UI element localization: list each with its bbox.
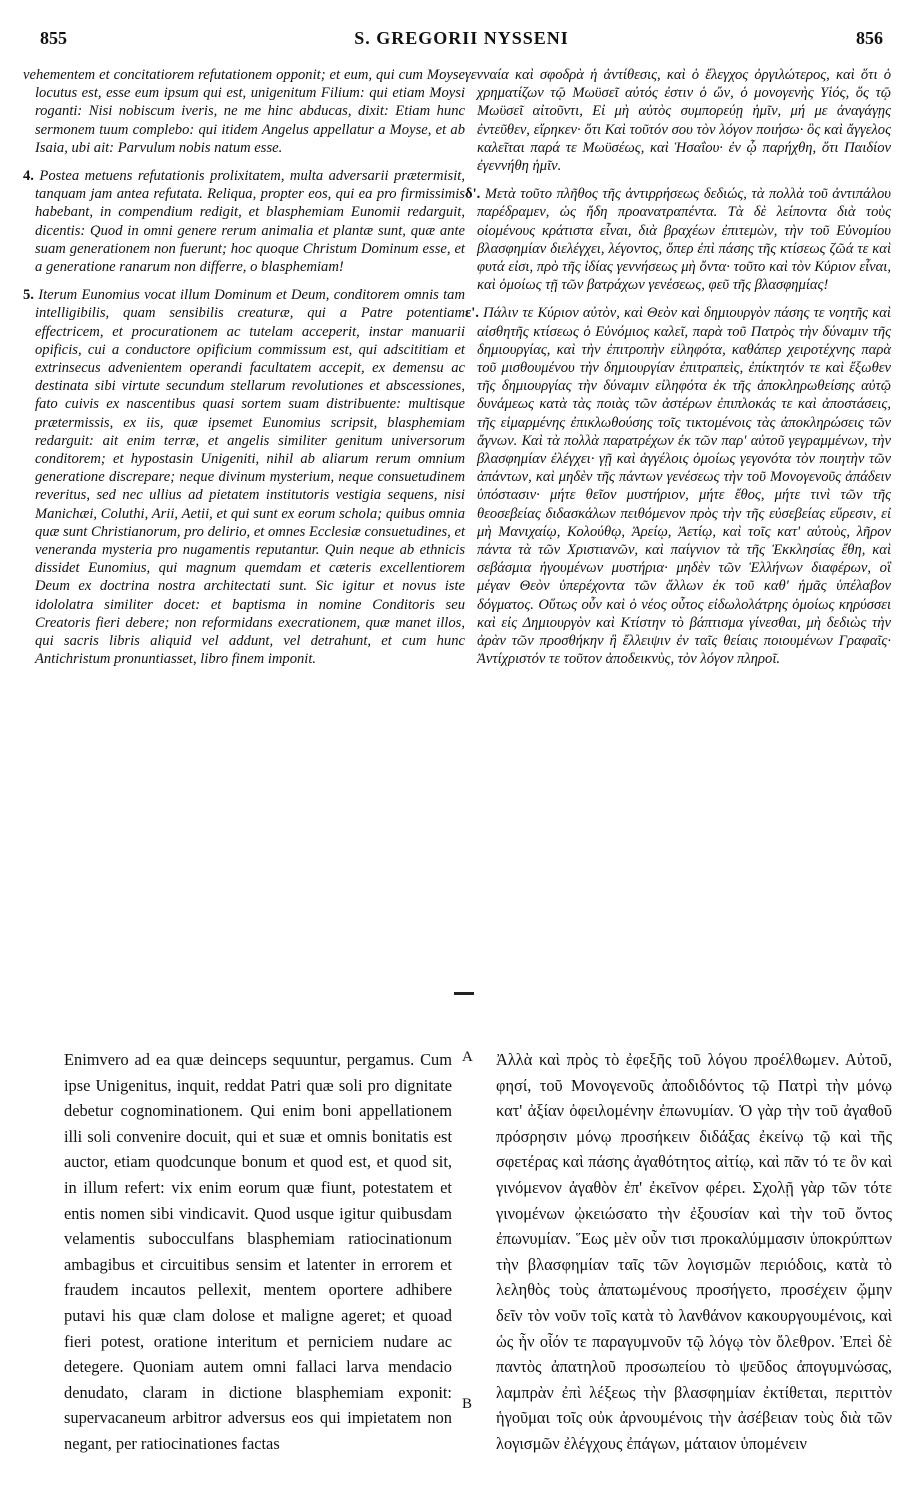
paragraph-number: 4. <box>23 168 34 185</box>
paragraph-text: Iterum Eunomius vocat illum Dominum et Deum, conditorem omnis tam intelligibilis, quam sensibilis creaturæ, qui a Patre potentiam effectricem, et procurationem ac tutelam acceperit, instar manuarii opificis, cui a conductore opificium commissum est, qui adscititiam et extrinsecus advenientem operandi facultatem accepit, ex demensu ac destinata sibi virtute secundum stellarum revolutiones et abscessiones, fato cuivis ex nascentibus quasi sortem suam distribuente: multisque prætermissis, ex iis, quæ ipsemet Eunomius scripsit, blasphemiam redarguit: ait enim terræ, et angelis similiter genitum universorum conditorem; et hypostasin Unigeniti, nihil ab aliarum rerum omnium generatione discrepare; neque divinum mysterium, neque consuetudinem reveritus, sed nec ullius ad pietatem institutoris vestigia sequens, nisi Manichæi, Coluthi, Arii, Aetii, et qui sunt ex eorum schola; quibus omnia quæ sunt Christianorum, pro delirio, et omnes Ecclesiæ consuetudines, et veneranda mysteria pro nugamentis reputantur. Quin neque ab ethnicis dissidet Eunomius, qui magnum quemdam et cæteris excellentiorem Deum ex doctrina nostra architectati sunt. Sic igitur et novus iste idololatra similiter docet: et baptisma in nomine Conditoris seu Creatoris fieri debere; non reformidans execrationem, quæ manet illos, qui sacris libris aliquid vel addunt, vel detrahunt, et cum hunc Antichristum pronuntiasset, libro finem imponit. <box>35 287 465 668</box>
summary-latin-paragraph <box>23 66 465 157</box>
paragraph-number: δ'. <box>465 186 481 203</box>
body-latin-text: Enimvero ad ea quæ deinceps sequuntur, pergamus. Cum ipse Unigenitus, inquit, reddat Patri quæ soli pro dignitate debetur cognominationem. Qui enim boni appellationem illi soli convenire docuit, qui et suæ et omnis bonitatis est auctor, etiam quodcunque bonum et quod est, et quod sit, in illum refert: vix enim eorum quæ fiunt, potestatem et entis nomen sibi vindicavit. Quod usque igitur quibusdam velamentis subocculfans blasphemiam ratiocinationum ambagibus et circuitibus sensim et latenter in errorem et fraudem incautos pellexit, mentem oportere adhibere putavi his quæ clam dolose et maligne ageret; et quoad fieri potest, oratione interitum et perniciem nudare ac detegere. Quoniam autem omni fallaci larva mendacio denudato, claram in dictione blasphemiam exponit: supervacaneum arbitror adversus eos qui impietatem non negant, per ratiocinationes factas <box>64 1050 452 1453</box>
body-latin-column <box>64 1047 452 1457</box>
page-header <box>40 28 883 54</box>
paragraph-text: vehementem et concitatiorem refutationem opponit; et eum, qui cum Moyse locutus est, esse eum ipsum qui est, unigenitum Filium: qui etiam Moysi roganti: Nisi nobiscum iveris, ne me hinc abducas, dixit: Etiam hunc sermonem tuum complebo: qui itidem Angelus appellatur a Moyse, et ab Isaia, ubi ait: Parvulum nobis natum esse. <box>23 67 465 156</box>
section-divider <box>454 992 474 995</box>
summary-greek-paragraph <box>465 304 891 668</box>
margin-marker-a: A <box>462 1049 473 1065</box>
summary-greek-column <box>465 66 891 679</box>
paragraph-number: 5. <box>23 287 34 304</box>
summary-latin-paragraph <box>23 167 465 276</box>
paragraph-text: Μετὰ τοῦτο πλῆθος τῆς ἀντιρρήσεως δεδιώς, τὰ πολλὰ τοῦ ἀντιπάλου παρέδραμεν, ὡς ἤδη προανατραπέντα. Τὰ δὲ λείποντα διὰ τοὺς οἰομένους κράτιστα εἶναι, διὰ βραχέων ἐπιτεμὼν, τὴν τοῦ Εὐνομίου βλασφημίαν διελέγχει, λέγοντος, ὅπερ ἐπὶ πάσης τῆς κτίσεως ζῶά τε καὶ φυτά εἰσι, πρὸ τῆς ἰδίας γεννήσεως μὴ ὄντα· τοῦτο καὶ τὸν Κύριον εἶναι, καὶ ὁμοίως τῇ τῶν βατράχων γενέσεως, φεῦ τῆς βλασφημίας! <box>477 186 891 294</box>
paragraph-text: γενναία καὶ σφοδρὰ ἡ ἀντίθεσις, καὶ ὁ ἔλεγχος ὀργιλώτερος, καὶ ὅτι ὁ χρηματίζων τῷ Μωϋσεῖ αὐτός ἐστιν ὁ ὤν, ὁ μονογενὴς Υἱός, ὅς τῷ Μωϋσεῖ αἰτοῦντι, Εἰ μὴ αὐτὸς συμπορεύῃ ἡμῖν, μή με ἀναγάγῃς ἐντεῦθεν, εἴρηκεν· ὅτι Καὶ τοῦτόν σου τὸν λόγον ποιήσω· ὃς καὶ ἄγγελος καλεῖται παρά τε Μωϋσέως, καὶ Ἡσαΐου· ἐν ᾧ παρήχθη, ὅτι Παιδίον ἐγεννήθη ἡμῖν. <box>465 67 891 175</box>
paragraph-text: Πάλιν τε Κύριον αὐτὸν, καὶ Θεὸν καὶ δημιουργὸν πάσης τε νοητῆς καὶ αἰσθητῆς κτίσεως ὁ Εὐνόμιος καλεῖ, παρὰ τοῦ Πατρὸς τὴν δύναμιν τῆς δημιουργίας, καὶ τὴν ἐπιτροπὴν εἰληφότα, καθάπερ χειροτέχνης παρὰ τοῦ μισθουμένου τὴν δημιουργίαν ἐπιτραπεὶς, ἐπίκτητόν τε καὶ ἔξωθεν τῆς δημιουργίας τὴν δύναμιν εἰληφότα ἐκ τῆς ἀποκληρωθείσης αὐτῷ δυνάμεως κατὰ τὰς ποιὰς τῶν ἀστέρων ἐπιπλοκάς τε καὶ ἀποστάσεις, τῆς εἱμαρμένης ἐπικλωθούσης τοῖς τικτομένοις τὰς ἀποκληρώσεις τῶν ἄγνων. Καὶ τὰ πολλὰ παρατρέχων ἐκ τῶν παρ' αὐτοῦ γεγραμμένων, τὴν βλασφημίαν ἐλέγχει· γῇ καὶ ἀγγέλοις ὁμοίως γεγονότα τὸν ποιητὴν τῶν ἁπάντων, καὶ μηδὲν τῆς πάντων γενέσεως τὴν τοῦ Μονογενοῦς ἀπάδειν ὑπόστασιν· μήτε θεῖον μυστήριον, μήτε ἔθος, μήτε τινὶ τῶν τῆς θεοσεβείας διδασκάλων πειθόμενον πρὸς τὴν τῆς εὐσεβείας εὕρεσιν, εἰ μὴ Μανιχαίῳ, Κολούθῳ, Ἀρείῳ, Ἀετίῳ, καὶ τοῖς κατ' αὐτοὺς, λῆρον πάντα τὰ τῶν Χριστιανῶν, καὶ παίγνιον τὰ τῆς Ἐκκλησίας ἔθη, καὶ σεβάσμια ἡγουμένων μυστήρια· μηδὲν τῶν Ἑλλήνων διαφέρων, οἳ μέγαν Θεὸν ὑπερέχοντα τῶν ἄλλων ἐκ τοῦ καθ' ἡμᾶς ὑπέλαβον δόγματος. Οὕτως οὖν καὶ ὁ νέος οὗτος εἰδωλολάτρης ὁμοίως κηρύσσει καὶ εἰς Δημιουργὸν καὶ Κτίστην τὸ βάπτισμα γίνεσθαι, μὴ δεδιὼς τὴν ἀρὰν τῶν προσθήκην ἢ ἔλλειψιν ἐν ταῖς θείαις ποιουμένων Γραφαῖς· Ἀντίχριστόν τε τοῦτον ἀποδεικνὺς, τὸν λόγον πληροῖ. <box>477 305 891 668</box>
page-number-left: 855 <box>40 28 67 48</box>
summary-latin-paragraph <box>23 286 465 668</box>
body-greek-column <box>496 1047 892 1457</box>
margin-marker-b: B <box>462 1396 473 1412</box>
running-title: S. GREGORII NYSSENI <box>354 28 569 48</box>
paragraph-number: ε'. <box>465 305 479 322</box>
summary-latin-column <box>23 66 465 679</box>
summary-greek-paragraph <box>465 185 891 294</box>
page-number-right: 856 <box>856 28 883 48</box>
paragraph-text: Postea metuens refutationis prolixitatem, multa adversarii prætermisit, tanquam jam antea refutata. Reliqua, propter eos, qui ea pro firmissimis habebant, in compendium redigit, et blasphemiam Eunomii redarguit, dicentis: Quod in omni genere rerum animalia et plantæ sunt, quæ ante suam generationem non fuerunt; hoc quoque Christum Dominum esse, et a generatione ranarum non differre, o blasphemiam! <box>35 168 465 276</box>
summary-greek-paragraph <box>465 66 891 175</box>
body-greek-text: Ἀλλὰ καὶ πρὸς τὸ ἐφεξῆς τοῦ λόγου προέλθωμεν. Αὐτοῦ, φησί, τοῦ Μονογενοῦς ἀποδιδόντος τῷ Πατρὶ τὴν μόνῳ κατ' ἀξίαν ὀφειλομένην ἐπωνυμίαν. Ὁ γὰρ τὴν τοῦ ἀγαθοῦ πρόσρησιν μόνῳ προσήκειν διδάξας ἐκείνῳ τῷ καὶ τῆς σφετέρας καὶ πάσης ἀγαθότητος αἰτίῳ, καὶ πᾶν τό τε ὂν καὶ γινόμενον ἀγαθὸν ἐπ' ἐκεῖνον φέρει. Σχολῇ γὰρ τῶν τότε γινομένων ᾠκειώσατο τὴν ἐξουσίαν καὶ τὴν τοῦ ὄντος ἐπωνυμίαν. Ἕως μὲν οὖν τισι προκαλύμμασιν ὑποκρύπτων τὴν βλασφημίαν ταῖς τῶν λογισμῶν περιόδοις, κατὰ τὸ λεληθὸς τοὺς ἀπατωμένους προσήγετο, προσέχειν ᾤμην δεῖν τὸν νοῦν τοῖς κατὰ τὸ λανθάνον κακουργουμένοις, καὶ ὡς ἦν οἷόν τε παραγυμνοῦν τῷ λόγῳ τὸν ὄλεθρον. Ἐπεὶ δὲ παντὸς ἀπατηλοῦ προσωπείου τὸ ψεῦδος ἀπογυμνώσας, λαμπρὰν ἐπὶ λέξεως τὴν βλασφημίαν ἐκτίθεται, περιττὸν ἡγοῦμαι τοῖς οὐκ ἀρνουμένοις τὴν ἀσέβειαν τοὺς διὰ τῶν λογισμῶν ἐλέγχους ἐπάγων, μάταιον ὑπομένειν <box>496 1050 892 1453</box>
